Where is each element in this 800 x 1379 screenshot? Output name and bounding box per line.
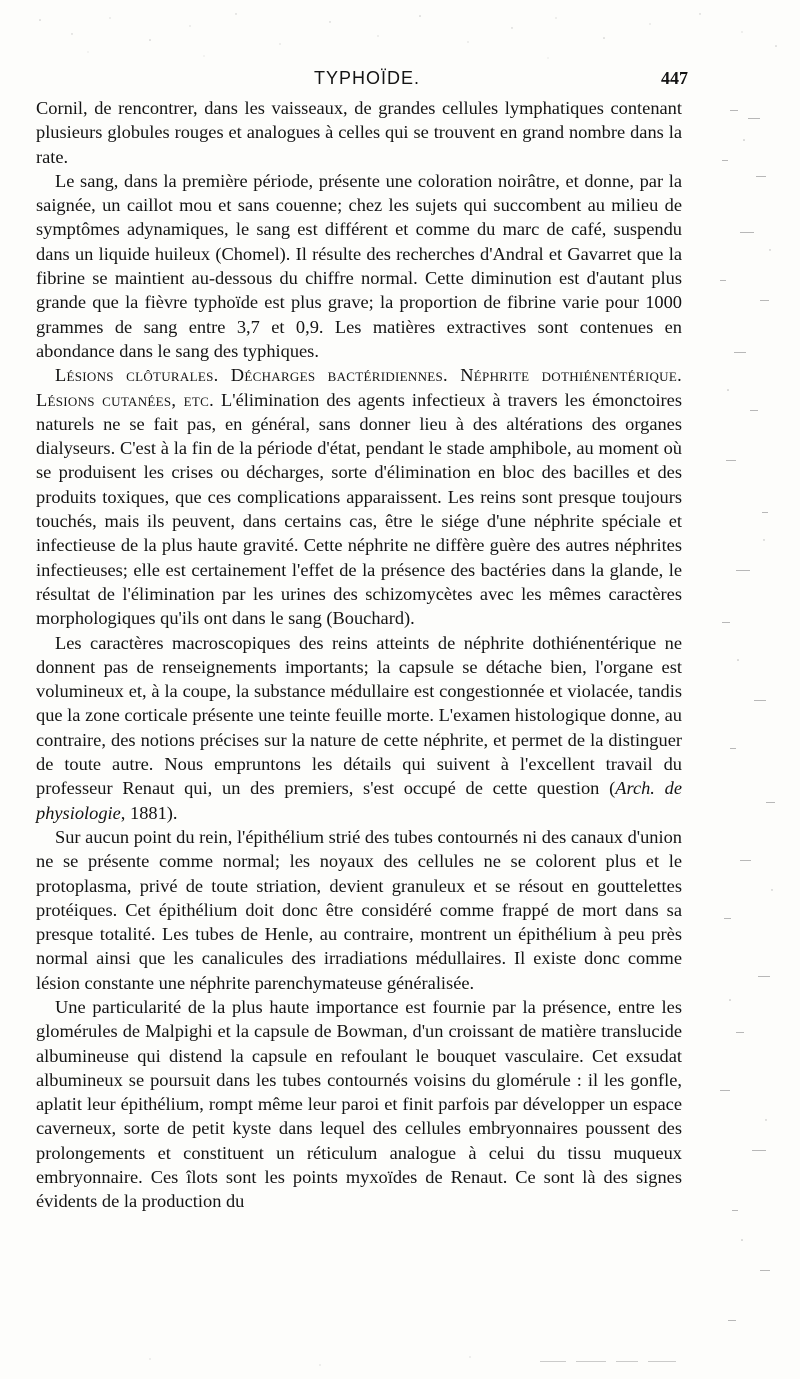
paragraph-lesions xyxy=(36,363,682,630)
body-text xyxy=(36,96,682,1214)
paragraph-continuation: Cornil, de rencontrer, dans les vaisseaux, de grandes cellules lymphatiques contenant plusieurs globules rouges et analogues à celles qui se trouvent en grand nombre dans la rate. xyxy=(36,98,682,167)
page-header xyxy=(36,62,688,96)
citation-year: , 1881). xyxy=(120,802,178,823)
scan-noise-top xyxy=(0,0,800,70)
scan-noise-margin xyxy=(700,0,800,1379)
section-heading: Lésions clôturales. Décharges bactéridiennes. Néphrite dothiénentérique. Lésions cutanées, etc. xyxy=(36,365,682,410)
running-title: TYPHOÏDE. xyxy=(314,68,421,88)
scan-noise-bottom xyxy=(0,1339,800,1379)
paragraph-macroscopic-text: Les caractères macroscopiques des reins atteints de néphrite dothiénentérique ne donnent pas de renseignements importants; la capsule se détache bien, l'organe est volumineux et, à la coupe, la substance médullaire est congestionnée et violacée, tandis que la zone corticale présente une teinte feuille morte. L'examen histologique donne, au contraire, des notions précises sur la nature de cette néphrite, et permet de la distinguer de toute autre. Nous empruntons les détails qui suivent à l'excellent travail du professeur Renaut qui, un des premiers, s'est occupé de cette question ( xyxy=(36,632,682,799)
paragraph-macroscopic xyxy=(36,631,682,825)
document-page xyxy=(36,62,688,1214)
paragraph-epithelium: Sur aucun point du rein, l'épithélium strié des tubes contournés ni des canaux d'union ne se présente comme normal; les noyaux des cellules ne se colorent plus et le protoplasma, privé de toute striation, devient granuleux et se résout en gouttelettes protéiques. Cet épithélium doit donc être considéré comme frappé de mort dans sa presque totalité. Les tubes de Henle, au contraire, montrent un épithélium à peu près normal ainsi que les canalicules des irradiations médullaires. Il existe donc comme lésion constante une néphrite parenchymateuse généralisée. xyxy=(36,826,682,993)
paragraph-blood: Le sang, dans la première période, présente une coloration noirâtre, et donne, par la saignée, un caillot mou et sans couenne; chez les sujets qui succombent au milieu de symptômes adynamiques, le sang est différent et comme du marc de café, suspendu dans un liquide huileux (Chomel). Il résulte des recherches d'Andral et Gavarret que la fibrine se maintient au-dessous du chiffre normal. Cette diminution est d'autant plus grande que la fièvre typhoïde est plus grave; la proportion de fibrine varie pour 1000 grammes de sang entre 3,7 et 0,9. Les matières extractives sont contenues en abondance dans le sang des typhiques. xyxy=(36,170,682,361)
page-number: 447 xyxy=(661,68,688,88)
paragraph-glomerules: Une particularité de la plus haute importance est fournie par la présence, entre les glomérules de Malpighi et la capsule de Bowman, d'un croissant de matière translucide albumineuse qui distend la capsule en refoulant le bouquet vasculaire. Cet exsudat albumineux se poursuit dans les tubes contournés voisins du glomérule : il les gonfle, aplatit leur épithélium, rompt même leur paroi et finit parfois par développer un espace caverneux, sorte de petit kyste dans lequel des cellules embryonnaires poussent des prolongements et constituent un réticulum analogue à celui du tissu muqueux embryonnaire. Ces îlots sont les points myxoïdes de Renaut. Ce sont là des signes évidents de la production du xyxy=(36,996,682,1212)
citation-journal: Arch. de physiologie xyxy=(36,778,682,823)
paragraph-lesions-text: L'élimination des agents infectieux à travers les émonctoires naturels ne se fait pas, en général, sans donner lieu à des altérations des organes dialyseurs. C'est à la fin de la période d'état, pendant le stade amphibole, au moment où se produisent les crises ou décharges, sorte d'élimination en bloc des bacilles et des produits toxiques, que ces complications apparaissent. Les reins sont presque toujours touchés, mais ils peuvent, dans certains cas, être le siége d'une néphrite spéciale et infectieuse de la plus haute gravité. Cette néphrite ne diffère guère des autres néphrites infectieuses; elle est certainement l'effet de la présence des bactéries dans la glande, le résultat de l'élimination par les urines des schizomycètes avec les mêmes caractères morphologiques qu'ils ont dans le sang (Bouchard). xyxy=(36,389,682,629)
